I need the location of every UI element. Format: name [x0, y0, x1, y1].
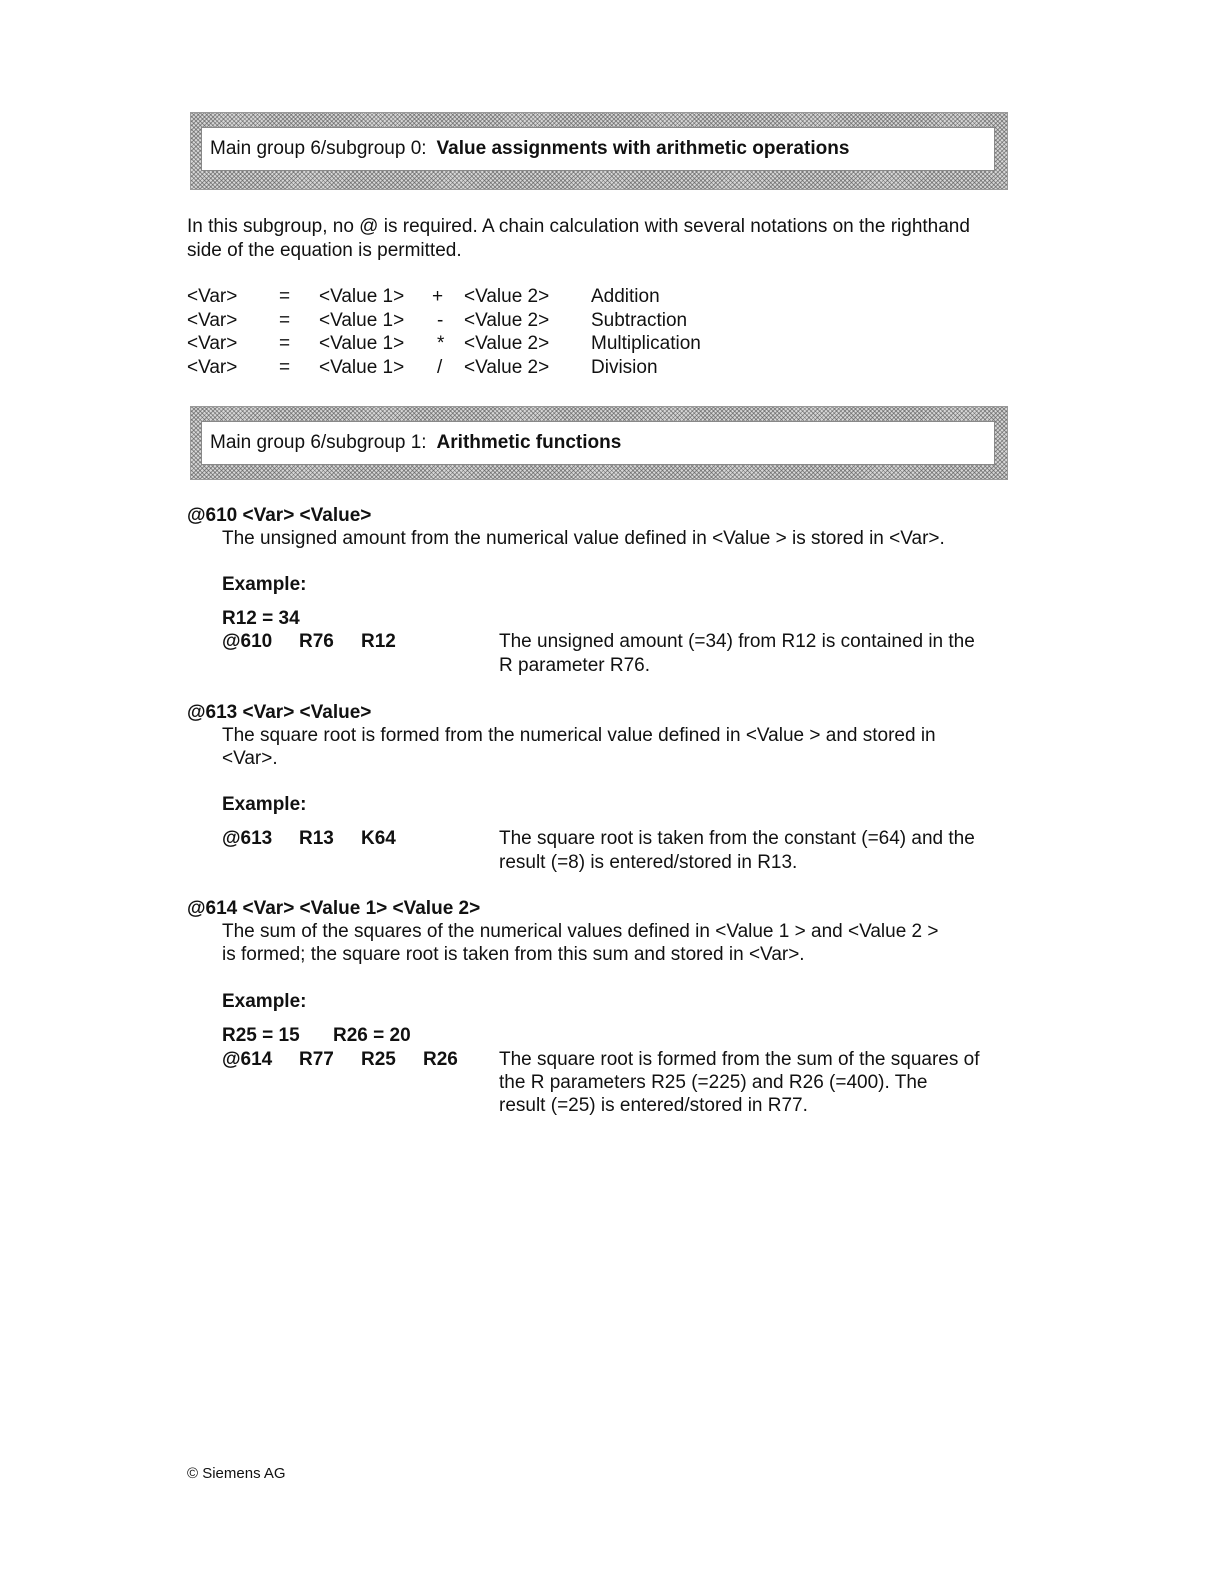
ops-equals: =	[279, 333, 291, 354]
example-setup: R26 = 20	[333, 1025, 411, 1046]
ops-value2: <Value 2>	[464, 286, 550, 307]
example-code-arg: R26	[423, 1049, 458, 1070]
section-header-frame	[201, 421, 995, 465]
ops-value1: <Value 1>	[319, 333, 405, 354]
function-614-heading: @614 <Var> <Value 1> <Value 2>	[187, 898, 481, 919]
example-setup: R12 = 34	[222, 608, 300, 629]
example-explanation: R parameter R76.	[499, 655, 651, 676]
ops-value1: <Value 1>	[319, 310, 405, 331]
example-explanation: result (=8) is entered/stored in R13.	[499, 852, 798, 873]
section-header-title: Value assignments with arithmetic operations	[436, 138, 850, 159]
function-613-description: The square root is formed from the numerical value defined in <Value > and stored in	[222, 725, 936, 746]
ops-var: <Var>	[187, 310, 238, 331]
function-614-description: The sum of the squares of the numerical values defined in <Value 1 > and <Value 2 >	[222, 921, 939, 942]
example-explanation: The unsigned amount (=34) from R12 is contained in the	[499, 631, 975, 652]
intro-line-2: side of the equation is permitted.	[187, 240, 462, 261]
example-code-arg: K64	[361, 828, 396, 849]
example-code-arg: R12	[361, 631, 396, 652]
function-614-description: is formed; the square root is taken from this sum and stored in <Var>.	[222, 944, 805, 965]
example-label: Example:	[222, 794, 307, 815]
footer-copyright: © Siemens AG	[187, 1465, 286, 1482]
ops-equals: =	[279, 310, 291, 331]
function-610-description: The unsigned amount from the numerical value defined in <Value > is stored in <Var>.	[222, 528, 945, 549]
ops-operator: +	[432, 286, 444, 307]
section-header-title: Arithmetic functions	[436, 432, 622, 453]
ops-value1: <Value 1>	[319, 286, 405, 307]
example-explanation: The square root is taken from the constant (=64) and the	[499, 828, 975, 849]
ops-name: Addition	[591, 286, 660, 307]
ops-value1: <Value 1>	[319, 357, 405, 378]
intro-line-1: In this subgroup, no @ is required. A chain calculation with several notations on the righthand	[187, 216, 970, 237]
example-code-command: @610	[222, 631, 273, 652]
ops-operator: *	[437, 333, 445, 354]
example-explanation: result (=25) is entered/stored in R77.	[499, 1095, 808, 1116]
example-explanation: The square root is formed from the sum of the squares of	[499, 1049, 980, 1070]
example-code-arg: R25	[361, 1049, 396, 1070]
ops-value2: <Value 2>	[464, 310, 550, 331]
ops-var: <Var>	[187, 286, 238, 307]
example-code-command: @614	[222, 1049, 273, 1070]
example-code-arg: R76	[299, 631, 334, 652]
example-label: Example:	[222, 991, 307, 1012]
example-code-command: @613	[222, 828, 273, 849]
ops-value2: <Value 2>	[464, 357, 550, 378]
ops-value2: <Value 2>	[464, 333, 550, 354]
example-label: Example:	[222, 574, 307, 595]
example-code-arg: R13	[299, 828, 334, 849]
section-header-subgroup-0	[190, 112, 1008, 190]
ops-var: <Var>	[187, 357, 238, 378]
ops-equals: =	[279, 286, 291, 307]
ops-name: Division	[591, 357, 658, 378]
function-610-heading: @610 <Var> <Value>	[187, 505, 372, 526]
example-setup: R25 = 15	[222, 1025, 300, 1046]
section-header-prefix: Main group 6/subgroup 0:	[210, 138, 427, 159]
ops-var: <Var>	[187, 333, 238, 354]
example-explanation: the R parameters R25 (=225) and R26 (=400). The	[499, 1072, 928, 1093]
ops-equals: =	[279, 357, 291, 378]
ops-name: Subtraction	[591, 310, 688, 331]
section-header-subgroup-1	[190, 406, 1008, 480]
section-header-frame	[201, 127, 995, 171]
example-code-arg: R77	[299, 1049, 334, 1070]
section-header-prefix: Main group 6/subgroup 1:	[210, 432, 427, 453]
ops-operator: /	[437, 357, 443, 378]
ops-operator: -	[437, 310, 444, 331]
ops-name: Multiplication	[591, 333, 701, 354]
function-613-description: <Var>.	[222, 748, 278, 769]
function-613-heading: @613 <Var> <Value>	[187, 702, 372, 723]
